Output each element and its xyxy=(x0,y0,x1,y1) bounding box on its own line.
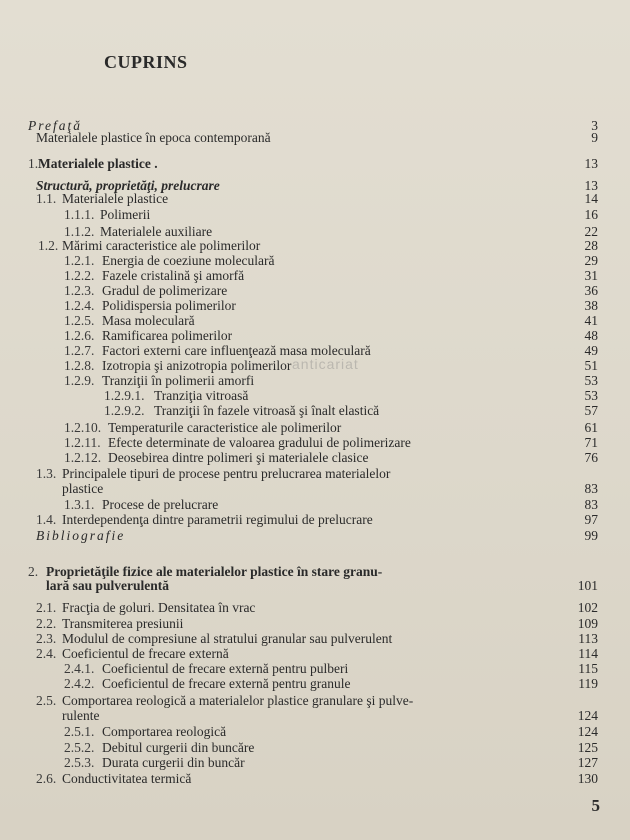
toc-entry-page: 29 xyxy=(584,253,598,268)
toc-entry xyxy=(0,130,630,146)
toc-entry-number: 2.2. xyxy=(36,616,57,631)
toc-entry-page: 115 xyxy=(578,661,598,676)
toc-entry xyxy=(0,388,630,404)
toc-entry-page: 31 xyxy=(584,268,598,283)
toc-entry-number: 1.2.9.1. xyxy=(104,388,145,403)
toc-entry xyxy=(0,283,630,299)
toc-entry xyxy=(0,600,630,616)
toc-entry-title: Polidispersia polimerilor xyxy=(102,298,236,313)
toc-entry-page: 125 xyxy=(577,740,598,755)
toc-entry-page: 48 xyxy=(584,328,598,343)
toc-entry xyxy=(0,373,630,389)
toc-entry xyxy=(0,207,630,223)
toc-entry-page: 61 xyxy=(584,420,598,435)
toc-entry-title: Structură, proprietăţi, prelucrare xyxy=(36,178,220,193)
toc-entry-number: 1.2.9.2. xyxy=(104,403,145,418)
toc-entry-number: 2.4. xyxy=(36,646,57,661)
toc-entry-title: Efecte determinate de valoarea gradului de polimerizare xyxy=(108,435,411,450)
toc-entry-page: 14 xyxy=(584,191,598,206)
toc-entry xyxy=(0,481,630,497)
toc-entry xyxy=(0,676,630,692)
toc-entry xyxy=(0,435,630,451)
toc-entry xyxy=(0,708,630,724)
toc-entry-page: 3 xyxy=(591,118,598,133)
watermark-text: anticariat xyxy=(292,356,359,372)
toc-entry xyxy=(0,156,630,172)
toc-entry-page: 49 xyxy=(584,343,598,358)
toc-entry xyxy=(0,313,630,329)
toc-entry-number: 2.5.2. xyxy=(64,740,95,755)
toc-entry-number: 1.2.9. xyxy=(64,373,95,388)
toc-entry-page: 22 xyxy=(584,224,598,239)
toc-entry xyxy=(0,298,630,314)
toc-entry-title: Modulul de compresiune al stratului granular sau pulverulent xyxy=(62,631,393,646)
toc-entry-page: 130 xyxy=(577,771,598,786)
toc-entry-title: Materialele plastice . xyxy=(38,156,158,171)
toc-entry xyxy=(0,268,630,284)
toc-entry-title: Tranziţii în polimerii amorfi xyxy=(102,373,255,388)
toc-entry xyxy=(0,403,630,419)
toc-entry xyxy=(0,528,630,544)
toc-entry-title: Ramificarea polimerilor xyxy=(102,328,233,343)
toc-entry-title: Comportarea reologică a materialelor plastice granulare şi pulve- xyxy=(62,693,414,708)
toc-entry-title: Mărimi caracteristice ale polimerilor xyxy=(62,238,261,253)
toc-entry-page: 41 xyxy=(584,313,598,328)
toc-entry xyxy=(0,771,630,787)
toc-entry-number: 1.2.3. xyxy=(64,283,95,298)
toc-entry-page: 57 xyxy=(584,403,598,418)
toc-entry-page: 101 xyxy=(577,578,598,593)
toc-entry xyxy=(0,724,630,740)
toc-entry-title: Gradul de polimerizare xyxy=(102,283,228,298)
toc-entry xyxy=(0,420,630,436)
toc-entry xyxy=(0,616,630,632)
toc-entry-number: 2.5.3. xyxy=(64,755,95,770)
toc-entry-title: Procese de prelucrare xyxy=(102,497,219,512)
toc-entry-page: 38 xyxy=(584,298,598,313)
toc-entry-number: 1.1. xyxy=(36,191,57,206)
toc-entry-title: Bibliografie xyxy=(36,528,126,543)
toc-entry xyxy=(0,466,630,482)
toc-entry-number: 1.2. xyxy=(38,238,59,253)
toc-entry-title: Debitul curgerii din buncăre xyxy=(102,740,255,755)
toc-entry-number: 2.6. xyxy=(36,771,57,786)
toc-entry-title: Coeficientul de frecare externă pentru pulberi xyxy=(102,661,349,676)
toc-entry-number: 2.4.1. xyxy=(64,661,95,676)
toc-entry-title: rulente xyxy=(62,708,100,723)
toc-entry-page: 102 xyxy=(577,600,598,615)
toc-entry-number: 1.1.2. xyxy=(64,224,95,239)
toc-entry-number: 1.2.8. xyxy=(64,358,95,373)
toc-entry-title: Izotropia şi anizotropia polimerilor xyxy=(102,358,292,373)
toc-entry-title: Transmiterea presiunii xyxy=(62,616,184,631)
toc-entry xyxy=(0,740,630,756)
toc-entry-number: 1.2.5. xyxy=(64,313,95,328)
toc-entry xyxy=(0,191,630,207)
toc-entry-title: Durata curgerii din buncăr xyxy=(102,755,245,770)
toc-entry-number: 2.4.2. xyxy=(64,676,95,691)
toc-entry-number: 1.4. xyxy=(36,512,57,527)
toc-entry-title: lară sau pulverulentă xyxy=(46,578,170,593)
toc-entry-number: 1. xyxy=(28,156,39,171)
toc-entry-title: Factori externi care influenţează masa moleculară xyxy=(102,343,371,358)
toc-entry-page: 83 xyxy=(584,497,598,512)
toc-entry-title: Coeficientul de frecare externă xyxy=(62,646,229,661)
toc-entry xyxy=(0,512,630,528)
toc-entry-page: 119 xyxy=(578,676,598,691)
toc-entry-title: Masa moleculară xyxy=(102,313,195,328)
toc-entry-number: 2.3. xyxy=(36,631,57,646)
toc-entry-page: 53 xyxy=(584,373,598,388)
toc-entry-title: Coeficientul de frecare externă pentru granule xyxy=(102,676,351,691)
toc-entry-page: 51 xyxy=(584,358,598,373)
toc-entry-page: 113 xyxy=(578,631,598,646)
toc-entry-title: Tranziţia vitroasă xyxy=(154,388,249,403)
toc-entry-page: 13 xyxy=(584,156,598,171)
toc-entry-number: 1.2.11. xyxy=(64,435,101,450)
toc-entry-title: Polimerii xyxy=(100,207,151,222)
toc-entry-title: Prefaţă xyxy=(28,118,82,133)
toc-entry-number: 1.2.2. xyxy=(64,268,95,283)
toc-entry xyxy=(0,578,630,594)
toc-entry-title: Comportarea reologică xyxy=(102,724,227,739)
toc-entry xyxy=(0,755,630,771)
toc-entry-number: 1.3.1. xyxy=(64,497,95,512)
toc-entry-title: Deosebirea dintre polimeri şi materialele clasice xyxy=(108,450,369,465)
toc-entry-number: 1.2.1. xyxy=(64,253,95,268)
toc-entry-page: 127 xyxy=(577,755,598,770)
toc-entry-title: Conductivitatea termică xyxy=(62,771,192,786)
toc-entry xyxy=(0,238,630,254)
toc-entry-number: 2. xyxy=(28,564,39,579)
toc-entry-page: 83 xyxy=(584,481,598,496)
toc-entry-number: 1.2.6. xyxy=(64,328,95,343)
toc-entry-page: 124 xyxy=(577,724,598,739)
toc-entry-title: Proprietăţile fizice ale materialelor plastice în stare granu- xyxy=(46,564,383,579)
toc-entry xyxy=(0,661,630,677)
toc-entry-title: Interdependenţa dintre parametrii regimului de prelucrare xyxy=(62,512,373,527)
toc-entry-title: Materialele auxiliare xyxy=(100,224,213,239)
toc-entry-page: 71 xyxy=(584,435,598,450)
toc-entry-page: 99 xyxy=(584,528,598,543)
toc-entry-number: 1.2.4. xyxy=(64,298,95,313)
toc-entry xyxy=(0,646,630,662)
toc-entry-title: Fazele cristalină şi amorfă xyxy=(102,268,245,283)
toc-entry-title: Fracţia de goluri. Densitatea în vrac xyxy=(62,600,256,615)
toc-entry-page: 16 xyxy=(584,207,598,222)
toc-entry-page: 28 xyxy=(584,238,598,253)
toc-entry-number: 1.3. xyxy=(36,466,57,481)
toc-entry xyxy=(0,253,630,269)
toc-entry-number: 1.2.7. xyxy=(64,343,95,358)
page-number: 5 xyxy=(591,796,600,815)
toc-entry-page: 13 xyxy=(584,178,598,193)
toc-entry-number: 2.5. xyxy=(36,693,57,708)
toc-entry-page: 97 xyxy=(584,512,598,527)
toc-entry-page: 114 xyxy=(578,646,598,661)
toc-entry-title: Materialele plastice în epoca contemporană xyxy=(36,130,271,145)
toc-entry xyxy=(0,497,630,513)
toc-entry-number: 2.5.1. xyxy=(64,724,95,739)
toc-entry-title: Energia de coeziune moleculară xyxy=(102,253,275,268)
toc-entry-title: Temperaturile caracteristice ale polimerilor xyxy=(108,420,342,435)
toc-entry-page: 124 xyxy=(577,708,598,723)
toc-entry-title: Tranziţii în fazele vitroasă şi înalt elastică xyxy=(154,403,380,418)
toc-entry xyxy=(0,631,630,647)
page-title: CUPRINS xyxy=(104,52,188,72)
toc-entry-number: 1.2.12. xyxy=(64,450,102,465)
toc-entry xyxy=(0,693,630,709)
toc-entry-number: 1.1.1. xyxy=(64,207,95,222)
toc-entry xyxy=(0,450,630,466)
toc-entry-page: 36 xyxy=(584,283,598,298)
toc-entry-title: Principalele tipuri de procese pentru prelucrarea materialelor xyxy=(62,466,391,481)
toc-entry-page: 76 xyxy=(584,450,598,465)
toc-entry-page: 109 xyxy=(577,616,598,631)
toc-entry-title: Materialele plastice xyxy=(62,191,169,206)
toc-entry-page: 53 xyxy=(584,388,598,403)
toc-entry-number: 2.1. xyxy=(36,600,57,615)
toc-entry-page: 9 xyxy=(591,130,598,145)
toc-entry-title: plastice xyxy=(62,481,104,496)
toc-entry-number: 1.2.10. xyxy=(64,420,102,435)
toc-entry xyxy=(0,328,630,344)
